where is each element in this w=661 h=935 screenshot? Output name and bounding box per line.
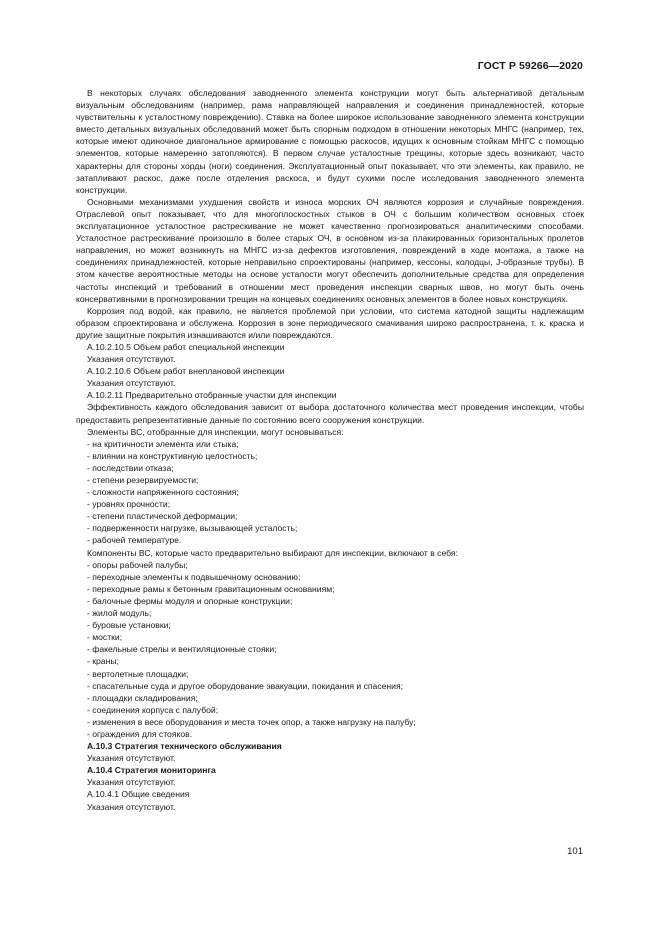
list-item: - вертолетные площадки; [87,668,189,679]
section-note: Указания отсутствуют. [87,777,176,788]
paragraph: Коррозия под водой, как правило, не является проблемой при условии, что система катодной защиты надлежащим образом спроектирована и обслужена. Коррозия в зоне периодического смачивания широко распространена, т. к. краска и другие защитные покрытия изнашиваются и/или повреждаются. [76,305,584,340]
list-item: - факельные стрелы и вентиляционные стояки; [87,644,277,655]
list-item: - влиянии на конструктивную целостность; [87,450,258,461]
list-item: - опоры рабочей палубы; [87,559,188,570]
list-item: - балочные фермы модуля и опорные конструкции; [87,595,293,606]
list-item: - буровые установки; [87,620,171,631]
section-heading: А.10.4 Стратегия мониторинга [87,765,216,776]
list-item: - изменения в весе оборудования и места точек опор, а также нагрузку на палубу; [87,716,416,727]
list-item: - сложности напряженного состояния; [87,487,239,498]
paragraph: В некоторых случаях обследования заводненного элемента конструкции могут быть альтернативой детальным визуальным обследованиям (например, рама направляющей направления и соединения принадлежностей, которые чувствительны к усталостному повреждению). Ставка на более широкое использование заводненного элемента конструкции вместо детальных визуальных обследований может быть спорным подходом в отношении некоторых МНГС (например, тех, которые имеют одиночное диагональное армирование с помощью раскосов, идущих к основным стойкам МНГС с помощью элементов, которые намеренно затопляются). В первом случае усталостные трещины, которые здесь возникают, часто характерны для стороны хорды (ноги) соединения. Эксплуатационный опыт показывает, что эти элементы, как правило, не затапливают раскос, даже после отделения раскоса, и будут сухими после исследования заводненного элемента конструкции. [76,88,584,195]
criteria-list [76,438,584,547]
section-note: Указания отсутствуют. [87,753,176,764]
list-item: - подверженности нагрузке, вызывающей усталость; [87,523,298,534]
list-intro: Компоненты ВС, которые часто предварительно выбирают для инспекции, включают в себя: [87,547,458,558]
list-item: - на критичности элемента или стыка; [87,438,239,449]
list-item: - краны; [87,656,119,667]
page-body [76,87,584,813]
list-item: - мостки; [87,632,123,643]
list-item: - уровнях прочности; [87,499,171,510]
components-list [76,559,584,740]
list-item: - степени резервируемости; [87,475,199,485]
list-item: - рабочей температуре. [87,535,182,546]
section-heading: А.10.2.11 Предварительно отобранные участки для инспекции [87,390,337,401]
paragraph: Эффективность каждого обследования зависит от выбора достаточного количества мест проведения инспекции, чтобы предоставить репрезентативные данные по состоянию всего сооружения конструкции. [76,402,584,425]
document-id: ГОСТ Р 59266—2020 [477,60,583,72]
list-item: - степени пластической деформации; [87,511,238,522]
list-item: - последствии отказа; [87,462,174,473]
section-note: Указания отсутствуют. [87,354,176,365]
section-note: Указания отсутствуют. [87,801,176,812]
list-item: - ограждения для стояков. [87,728,193,739]
list-item: - спасательные суда и другое оборудование эвакуации, покидания и спасения; [87,680,403,691]
list-item: - переходные элементы к подвышечному основанию; [87,571,301,582]
section-heading: А.10.4.1 Общие сведения [87,789,190,800]
section-note: Указания отсутствуют. [87,378,176,389]
list-item: - соединения корпуса с палубой; [87,704,219,715]
section-heading: А.10.3 Стратегия технического обслуживания [87,741,282,752]
list-item: - переходные рамы к бетонным гравитационным основаниям; [87,583,335,594]
list-item: - жилой модуль; [87,608,152,619]
section-heading: А.10.2.10.6 Объем работ внеплановой инспекции [87,366,285,377]
page-number: 101 [567,846,583,857]
paragraph: Основными механизмами ухудшения свойств и износа морских ОЧ являются коррозия и случайные повреждения. Отраслевой опыт показывает, что для многоплоскостных стыков в ОЧ с большим количеством основных стоек эксплуатационное усталостное растрескивание не может качественно прогнозироваться аналитическими способами. Усталостное растрескивание произошло в более старых ОЧ, в основном из-за плакированных горизонтальных пролетов направления, но может возникнуть на МНГС из-за дефектов изготовления, повреждений в ходе монтажа, а также на соединениях принадлежностей, которые неправильно спроектированы (например, кессоны, колодцы, J-образные трубы). В этом качестве вероятностные методы на основе усталости могут обеспечить дополнительные средства для определения частоты инспекций и требований в отношении мест проведения инспекции сварных швов, но могут быть очень консервативными в прогнозировании трещин на концевых соединениях основных элементов в более новых конструкциях. [76,196,584,304]
section-heading: А.10.2.10.5 Объем работ специальной инспекции [87,341,285,352]
list-item: - площадки складирования; [87,692,198,703]
list-intro: Элементы ВС, отобранные для инспекции, могут основываться: [87,426,344,437]
